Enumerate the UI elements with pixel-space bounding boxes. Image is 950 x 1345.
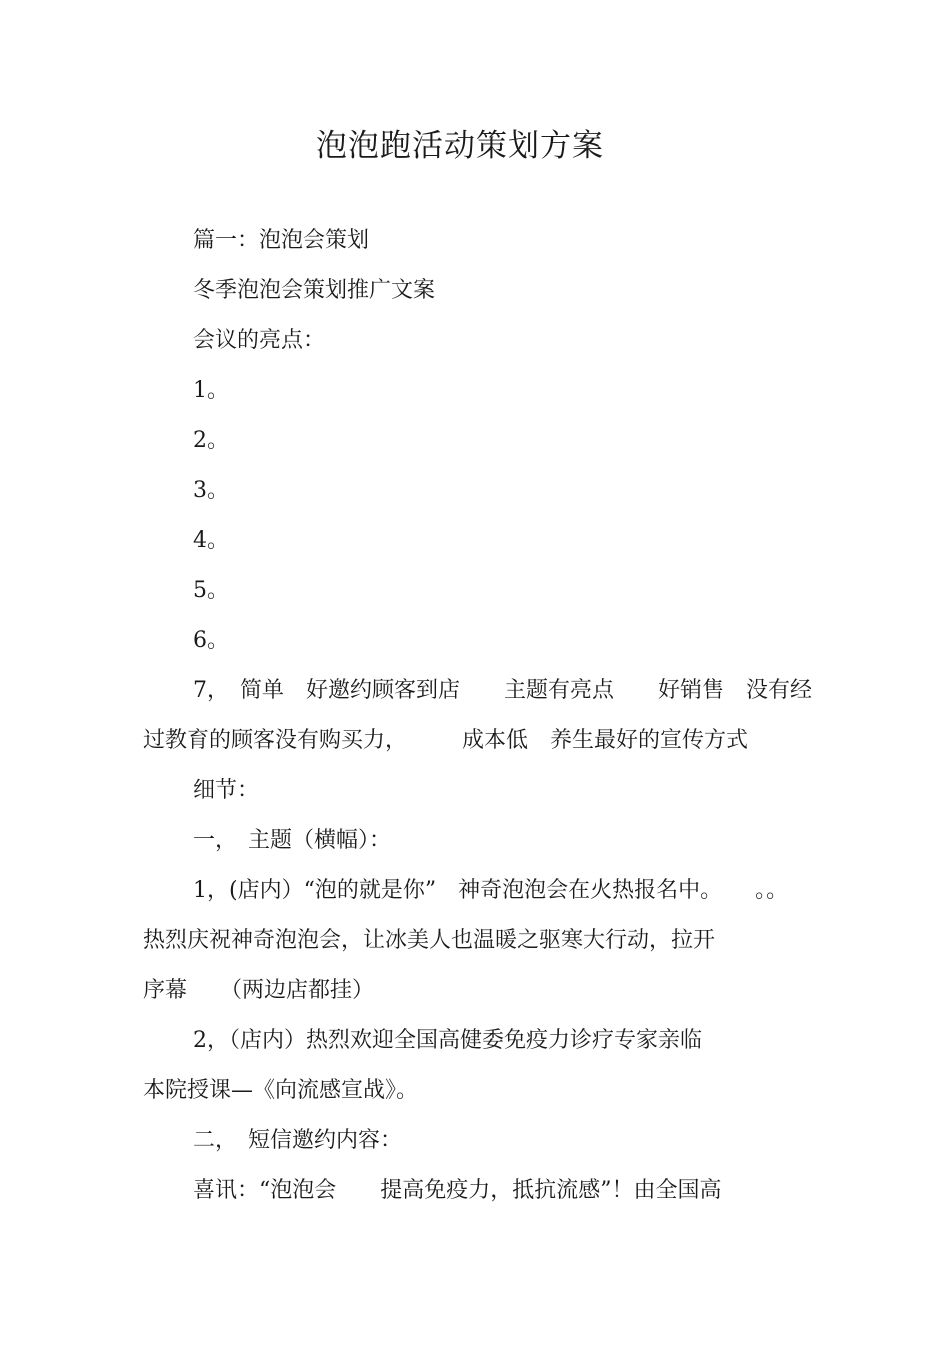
- section-one-heading: 一， 主题（横幅）：: [193, 828, 392, 853]
- highlights-heading: 会议的亮点：: [193, 328, 326, 353]
- list-item: 6。: [193, 628, 229, 653]
- section-two-heading: 二， 短信邀约内容：: [193, 1128, 403, 1153]
- list-item: 1。: [193, 378, 229, 403]
- paragraph-line: 2，（店内）热烈欢迎全国高健委免疫力诊疗专家亲临: [193, 1028, 702, 1053]
- section-heading: 篇一：泡泡会策划: [193, 228, 370, 253]
- paragraph-line: 喜讯：“泡泡会 提高免疫力，抵抗流感”！由全国高: [193, 1178, 722, 1203]
- list-item: 2。: [193, 428, 229, 453]
- paragraph-line: 序幕 （两边店都挂）: [143, 978, 375, 1003]
- list-item: 5。: [193, 578, 229, 603]
- subtitle-line: 冬季泡泡会策划推广文案: [193, 278, 436, 303]
- paragraph-line: 过教育的顾客没有购买力， 成本低 养生最好的宣传方式: [143, 728, 749, 753]
- list-item: 3。: [193, 478, 229, 503]
- paragraph-line: 本院授课—《向流感宣战》。: [143, 1078, 419, 1103]
- paragraph-line: 7， 简单 好邀约顾客到店 主题有亮点 好销售 没有经: [193, 678, 812, 703]
- paragraph-line: 1，(店内）“泡的就是你” 神奇泡泡会在火热报名中。 。。: [193, 878, 789, 903]
- paragraph-line: 热烈庆祝神奇泡泡会，让冰美人也温暖之驱寒大行动，拉开: [143, 928, 716, 953]
- details-heading: 细节：: [193, 778, 260, 803]
- document-title: 泡泡跑活动策划方案: [316, 128, 604, 164]
- list-item: 4。: [193, 528, 229, 553]
